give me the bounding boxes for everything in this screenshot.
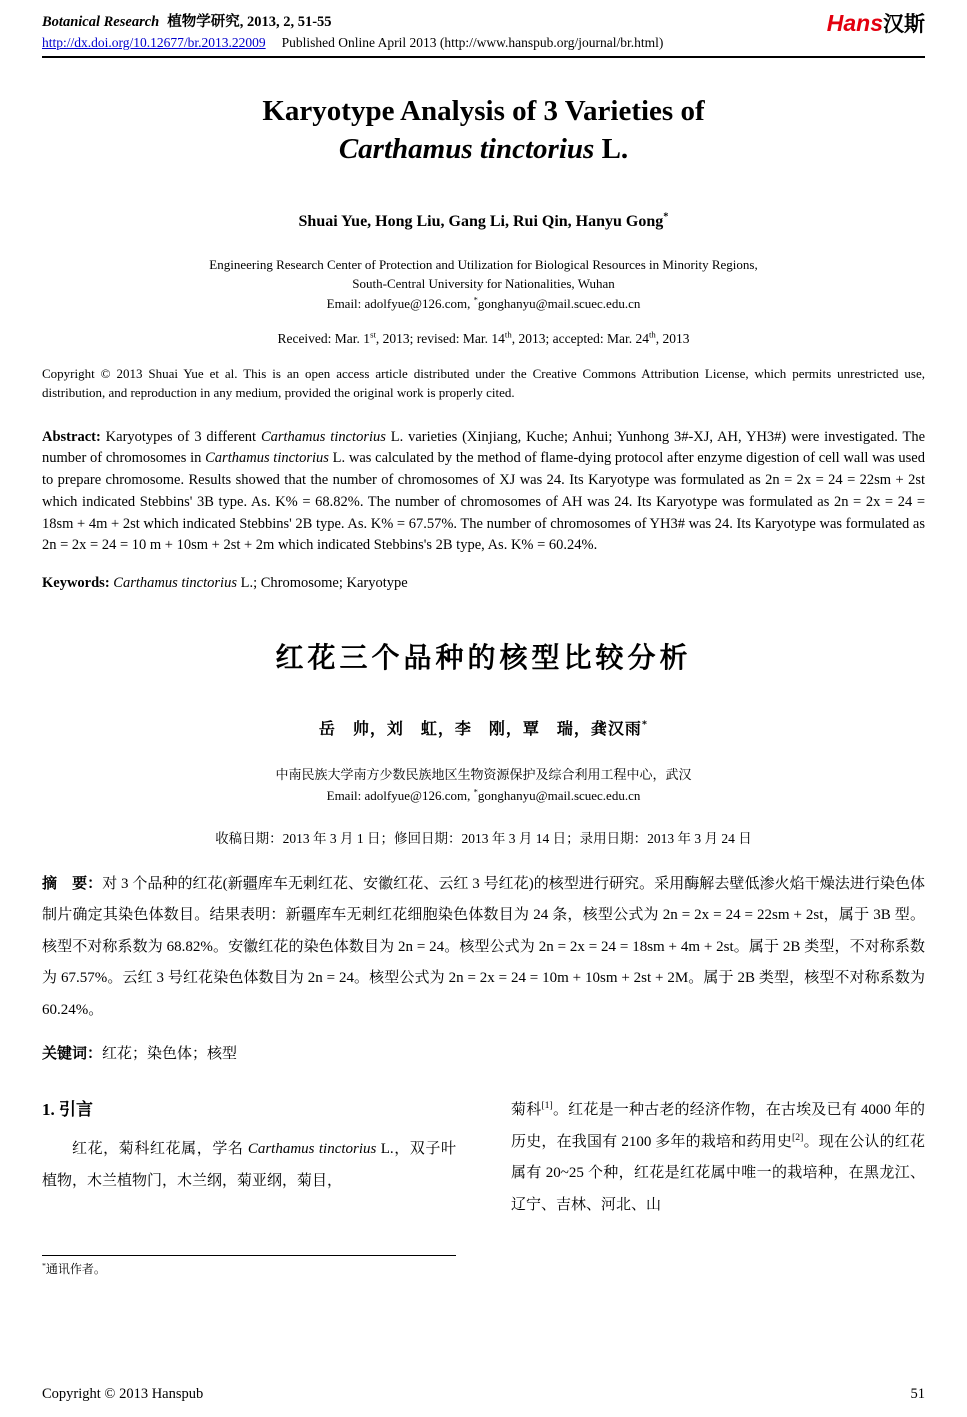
right-column [511, 1095, 925, 1277]
left-column [42, 1095, 456, 1277]
copyright-notice: Copyright © 2013 Shuai Yue et al. This is an open access article distributed under the Creative Commons Attribution License, which permits unrestricted use, distribution, and reproduction in any medium, provided the original work is properly cited. [42, 366, 925, 400]
article-title-line1: Karyotype Analysis of 3 Varieties of [262, 95, 705, 127]
page-number: 51 [910, 1386, 925, 1402]
hans-logo [827, 12, 925, 35]
journal-name-cn: 植物学研究, 2013, 2, 51-55 [167, 14, 332, 30]
authors-line-cn: 岳 帅，刘 虹，李 刚，覃 瑞，龚汉雨* [318, 719, 649, 739]
journal-header [42, 10, 925, 51]
email-line-cn: Email: adolfyue@126.com, *gonghanyu@mail.scuec.edu.cn [326, 786, 641, 804]
doi-line [42, 35, 663, 51]
header-rule [42, 56, 925, 58]
intro-paragraph-left: 红花，菊科红花属，学名 Carthamus tinctorius L.，双子叶植物，木兰植物门，木兰纲，菊亚纲，菊目， [42, 1141, 456, 1189]
authors-line: Shuai Yue, Hong Liu, Gang Li, Rui Qin, Hanyu Gong* [298, 211, 669, 230]
received-dates-line: Received: Mar. 1st, 2013; revised: Mar. 14th, 2013; accepted: Mar. 24th, 2013 [277, 329, 690, 347]
affiliation-line-cn: 中南民族大学南方少数民族地区生物资源保护及综合利用工程中心，武汉 [275, 767, 692, 783]
corresponding-author-footnote: *通讯作者。 [42, 1261, 106, 1277]
abstract-paragraph: Abstract: Karyotypes of 3 different Carthamus tinctorius L. varieties (Xinjiang, Kuche; Anhui; Yunhong 3#-XJ, AH, YH3#) were investigated. The number of chromosomes in Carthamus tinctorius L. was calculated by the method of flame-dying protocol after enzyme digestion of cell wall was used to prepare chromosome. Results showed that the number of chromosomes of XJ was 24. Its Karyotype was formulated as 2n = 2x = 24 = 22sm + 2st which indicated Stebbins' 3B type. As. K% = 68.82%. The number of chromosomes of AH was 24. Its Karyotype was formulated as 2n = 2x = 24 = 18sm + 4m + 2st which indicated Stebbins' 2B type. As. K% = 67.57%. The number of chromosomes of YH3# was 24. Its Karyotype was formulated as 2n = 2x = 24 = 10 m + 10sm + 2st + 2m which indicated Stebbins's 2B type, As. K% = 60.24%. [42, 428, 925, 554]
email-line: Email: adolfyue@126.com, *gonghanyu@mail.scuec.edu.cn [326, 294, 641, 311]
two-column-body [42, 1095, 925, 1277]
article-title [42, 92, 925, 169]
keywords-line: Keywords: Carthamus tinctorius L.; Chromosome; Karyotype [42, 575, 408, 592]
article-title-cn: 红花三个品种的核型比较分析 [275, 643, 692, 675]
journal-title-line [42, 10, 663, 31]
hans-logo-en-text: Hans [826, 10, 883, 36]
journal-name-en: Botanical Research [42, 14, 160, 30]
page-footer [42, 1386, 925, 1403]
intro-paragraph-right: 菊科[1]。红花是一种古老的经济作物，在古埃及已有 4000 年的历史，在我国有 2100 多年的栽培和药用史[2]。现在公认的红花属有 20~25 个种，红花是红花属中唯一的栽培种，在黑龙江、辽宁、吉林、河北、山 [511, 1100, 925, 1213]
affiliation-block [42, 255, 925, 314]
received-dates-line-cn: 收稿日期：2013 年 3 月 1 日；修回日期：2013 年 3 月 14 日；录用日期：2013 年 3 月 24 日 [215, 830, 752, 846]
abstract-paragraph-cn: 摘 要：对 3 个品种的红花(新疆库车无刺红花、安徽红花、云红 3 号红花)的核型进行研究。采用酶解去壁低渗火焰干燥法进行染色体制片确定其染色体数目。结果表明：新疆库车无刺红花细胞染色体数目为 24 条，核型公式为 2n = 2x = 24 = 22sm + 2st，属于 3B 型。核型不对称系数为 68.82%。安徽红花的染色体数目为 2n = 24。核型公式为 2n = 2x = 24 = 18sm + 4m + 2st。属于 2B 类型，不对称系数为 67.57%。云红 3 号红花染色体数目为 2n = 24。核型公式为 2n = 2x = 24 = 10m + 10sm + 2st + 2M。属于 2B 类型，核型不对称系数为 60.24%。 [42, 875, 925, 1018]
hans-logo-cn-text: 汉斯 [883, 12, 925, 36]
affiliation-line1: Engineering Research Center of Protection and Utilization for Biological Resources in Minority Regions, [209, 256, 758, 272]
published-online-text: Published Online April 2013 (http://www.hanspub.org/journal/br.html) [281, 35, 664, 50]
section-1-heading: 1. 引言 [42, 1100, 93, 1120]
footnote-block [42, 1255, 456, 1277]
footer-copyright: Copyright © 2013 Hanspub [42, 1386, 204, 1402]
affiliation-line2: South-Central University for Nationalities, Wuhan [352, 276, 615, 292]
journal-info [42, 10, 663, 51]
affiliation-block-cn [42, 765, 925, 807]
keywords-line-cn: 关键词：红花；染色体；核型 [42, 1046, 238, 1063]
doi-link[interactable]: http://dx.doi.org/10.12677/br.2013.22009 [42, 35, 266, 50]
article-title-line2: Carthamus tinctorius L. [338, 133, 629, 166]
